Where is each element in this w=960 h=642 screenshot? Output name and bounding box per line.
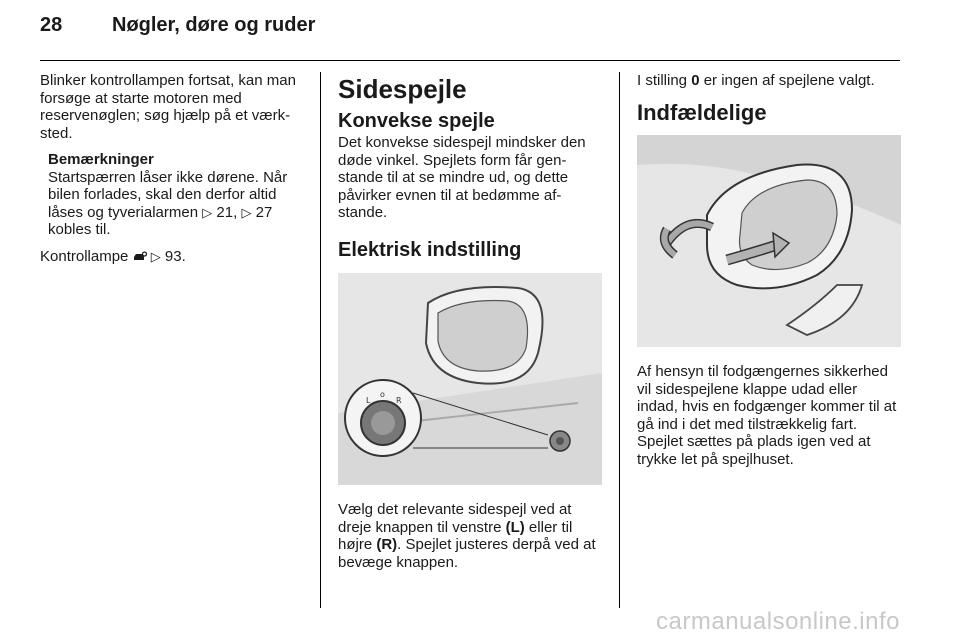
column-divider-2	[619, 72, 620, 608]
note-ref-1: 21,	[216, 203, 242, 221]
car-key-icon	[133, 251, 147, 262]
paragraph-blinker: Blinker kontrollampen fortsat, kan man forsøge at starte motoren med reservenøglen; søg hjælp på et værk-sted.	[40, 72, 296, 142]
note-text-a: Startspærren låser ikke dørene. Når bilen forlades, skal den derfor altid låses og tyverialarmen	[48, 168, 288, 221]
note-ref-2: 27	[255, 203, 273, 221]
knap-text-b: eller til højre	[338, 518, 573, 553]
kontrollampe-text: Kontrollampe	[40, 247, 133, 265]
svg-text:o: o	[380, 390, 385, 399]
ref-arrow-icon: ▷	[202, 204, 213, 220]
knap-text-c: . Spejlet justeres derpå ved at bevæge knappen.	[338, 536, 596, 571]
page-title: Nøgler, døre og ruder	[112, 14, 316, 36]
knap-left-label: (L)	[505, 518, 525, 536]
knap-text-a: Vælg det relevante sidespejl ved at dreje knappen til venstre	[338, 501, 572, 536]
svg-text:L: L	[366, 396, 371, 405]
section-title-sidespejle: Sidespejle	[338, 74, 467, 104]
kontrollampe-ref: 93.	[164, 247, 186, 265]
paragraph-stilling	[637, 72, 901, 90]
column-2	[338, 72, 602, 580]
note-text	[48, 169, 302, 239]
column-divider-1	[320, 72, 321, 608]
knap-right-label: (R)	[376, 536, 398, 553]
column-1	[40, 72, 302, 274]
ref-arrow-icon: ▷	[241, 204, 252, 220]
stilling-zero: 0	[691, 72, 700, 89]
header-rule	[40, 60, 900, 61]
paragraph-kontrollampe	[40, 248, 302, 266]
page-header	[40, 14, 315, 44]
folding-mirror-illustration	[637, 135, 901, 347]
subsection-title-konvekse: Konvekse spejle	[338, 110, 495, 132]
subsection-title-elektrisk: Elektrisk indstilling	[338, 238, 522, 261]
mirror-control-illustration	[338, 273, 602, 485]
paragraph-knap	[338, 501, 602, 571]
stilling-text-b: er ingen af spejlene valgt.	[699, 72, 875, 89]
note-box	[40, 151, 302, 239]
note-text-b: kobles til.	[48, 221, 111, 238]
svg-text:R: R	[396, 396, 402, 405]
stilling-text-a: I stilling	[637, 72, 692, 89]
watermark: carmanualsonline.info	[656, 608, 900, 635]
column-3	[637, 72, 901, 477]
subsection-title-indfaeldelige: Indfældelige	[637, 99, 767, 125]
paragraph-fodgaenger: Af hensyn til fodgængernes sikkerhed vil sidespejlene klappe udad eller indad, hvis en fodgænger kommer til at gå ind i det med tilstrækkelig fart. Spejlet sættes på plads igen ved at trykke let på spejlhuset.	[637, 363, 897, 468]
note-title: Bemærkninger	[48, 151, 154, 168]
page-number: 28	[40, 14, 63, 36]
ref-arrow-icon: ▷	[150, 248, 161, 264]
paragraph-konvekse: Det konvekse sidespejl mindsker den døde vinkel. Spejlets form får gen-stande til at se mindre ud, og dette påvirker evnen til at bedømme af-stande.	[338, 134, 586, 221]
